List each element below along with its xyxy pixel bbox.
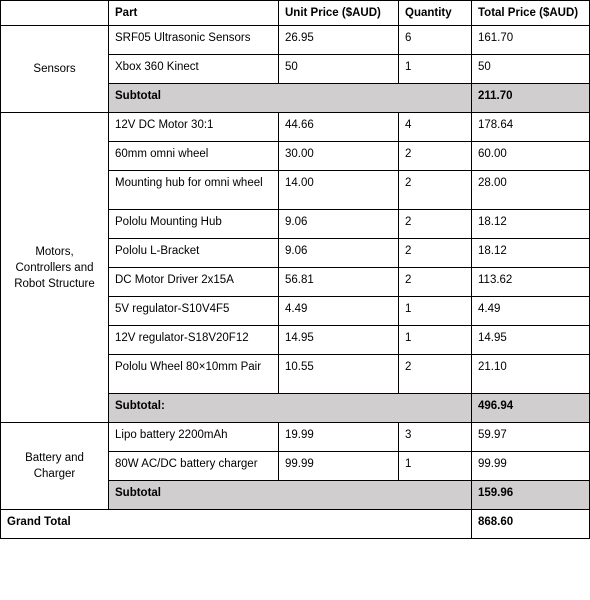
total-price-cell: 18.12	[472, 210, 590, 239]
header-row	[1, 1, 590, 26]
total-price-cell: 60.00	[472, 142, 590, 171]
quantity-cell: 4	[399, 113, 472, 142]
unit-price-cell: 44.66	[279, 113, 399, 142]
unit-price-cell: 4.49	[279, 297, 399, 326]
part-cell: 12V DC Motor 30:1	[109, 113, 279, 142]
total-price-cell: 28.00	[472, 171, 590, 210]
total-price-cell: 99.99	[472, 452, 590, 481]
header-quantity: Quantity	[399, 1, 472, 26]
total-price-cell: 18.12	[472, 239, 590, 268]
total-price-cell: 14.95	[472, 326, 590, 355]
subtotal-label: Subtotal:	[109, 394, 472, 423]
total-price-cell: 50	[472, 55, 590, 84]
part-cell: 5V regulator-S10V4F5	[109, 297, 279, 326]
grand-total-row	[1, 510, 590, 539]
quantity-cell: 2	[399, 355, 472, 394]
subtotal-label: Subtotal	[109, 84, 472, 113]
total-price-cell: 59.97	[472, 423, 590, 452]
subtotal-value: 211.70	[472, 84, 590, 113]
subtotal-value: 159.96	[472, 481, 590, 510]
unit-price-cell: 14.00	[279, 171, 399, 210]
grand-total-label: Grand Total	[1, 510, 472, 539]
part-cell: SRF05 Ultrasonic Sensors	[109, 26, 279, 55]
group-label-battery: Battery and Charger	[1, 423, 109, 510]
unit-price-cell: 19.99	[279, 423, 399, 452]
part-cell: 12V regulator-S18V20F12	[109, 326, 279, 355]
group-label-sensors: Sensors	[1, 26, 109, 113]
part-cell: Xbox 360 Kinect	[109, 55, 279, 84]
total-price-cell: 178.64	[472, 113, 590, 142]
unit-price-cell: 9.06	[279, 210, 399, 239]
unit-price-cell: 9.06	[279, 239, 399, 268]
subtotal-value: 496.94	[472, 394, 590, 423]
unit-price-cell: 30.00	[279, 142, 399, 171]
table-row	[1, 26, 590, 55]
quantity-cell: 2	[399, 268, 472, 297]
part-cell: DC Motor Driver 2x15A	[109, 268, 279, 297]
unit-price-cell: 26.95	[279, 26, 399, 55]
quantity-cell: 2	[399, 171, 472, 210]
quantity-cell: 1	[399, 297, 472, 326]
part-cell: 80W AC/DC battery charger	[109, 452, 279, 481]
header-total-price: Total Price ($AUD)	[472, 1, 590, 26]
quantity-cell: 2	[399, 239, 472, 268]
unit-price-cell: 10.55	[279, 355, 399, 394]
quantity-cell: 2	[399, 142, 472, 171]
part-cell: Pololu Wheel 80×10mm Pair	[109, 355, 279, 394]
total-price-cell: 113.62	[472, 268, 590, 297]
grand-total-value: 868.60	[472, 510, 590, 539]
part-cell: Pololu Mounting Hub	[109, 210, 279, 239]
quantity-cell: 1	[399, 326, 472, 355]
part-cell: Pololu L-Bracket	[109, 239, 279, 268]
subtotal-label: Subtotal	[109, 481, 472, 510]
total-price-cell: 4.49	[472, 297, 590, 326]
part-cell: 60mm omni wheel	[109, 142, 279, 171]
header-part: Part	[109, 1, 279, 26]
table-row	[1, 113, 590, 142]
part-cell: Mounting hub for omni wheel	[109, 171, 279, 210]
header-unit-price: Unit Price ($AUD)	[279, 1, 399, 26]
quantity-cell: 1	[399, 452, 472, 481]
unit-price-cell: 14.95	[279, 326, 399, 355]
unit-price-cell: 56.81	[279, 268, 399, 297]
quantity-cell: 1	[399, 55, 472, 84]
total-price-cell: 21.10	[472, 355, 590, 394]
group-label-motors: Motors, Controllers and Robot Structure	[1, 113, 109, 423]
quantity-cell: 6	[399, 26, 472, 55]
unit-price-cell: 50	[279, 55, 399, 84]
table-row	[1, 423, 590, 452]
unit-price-cell: 99.99	[279, 452, 399, 481]
part-cell: Lipo battery 2200mAh	[109, 423, 279, 452]
total-price-cell: 161.70	[472, 26, 590, 55]
quantity-cell: 3	[399, 423, 472, 452]
header-group	[1, 1, 109, 26]
quantity-cell: 2	[399, 210, 472, 239]
